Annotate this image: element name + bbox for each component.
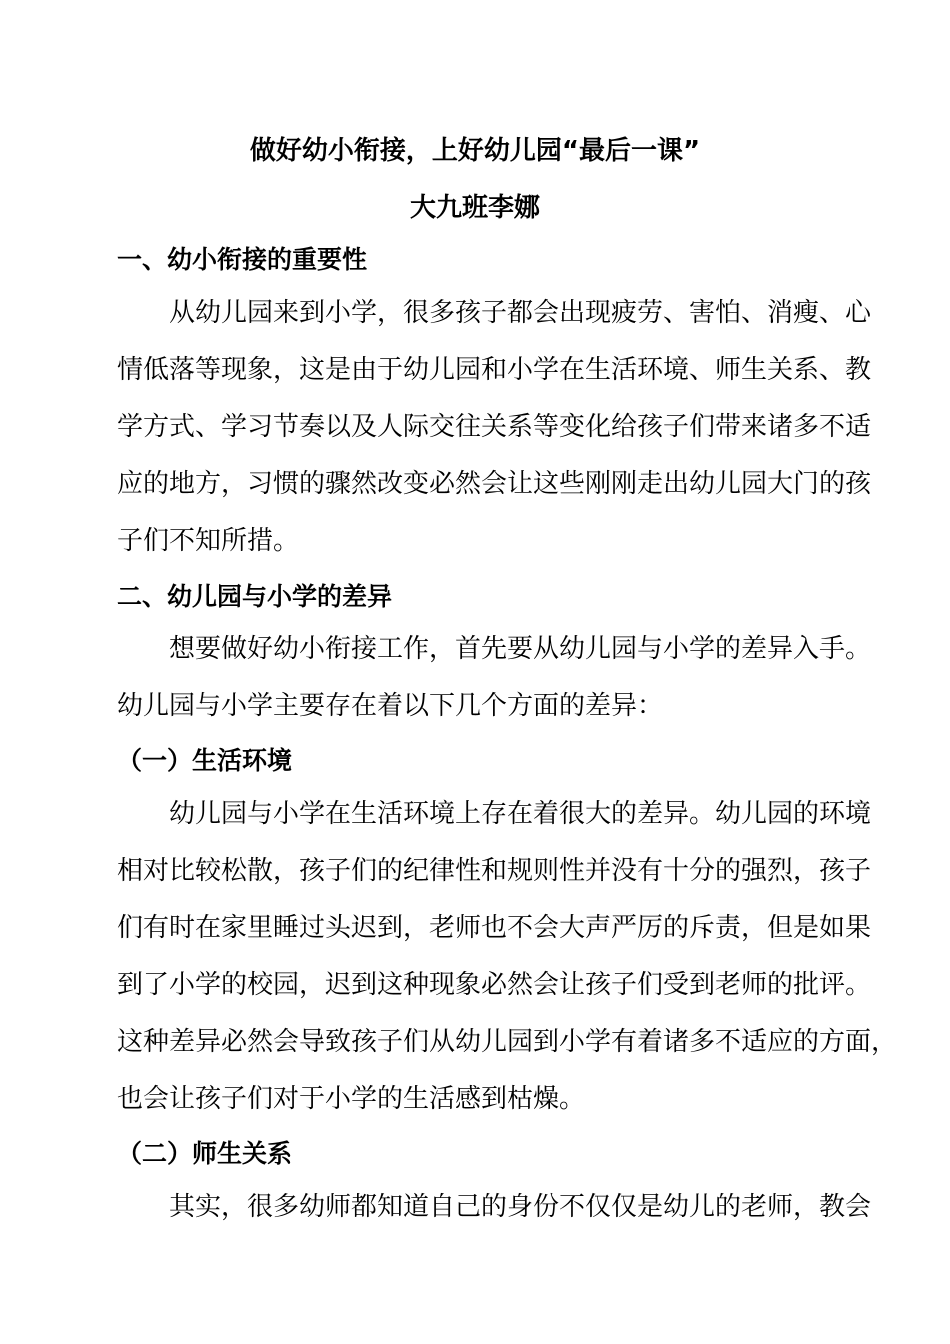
paragraph-line: 也会让孩子们对于小学的生活感到枯燥。 [117,1084,586,1114]
paragraph-line: 其实，很多幼师都知道自己的身份不仅仅是幼儿的老师，教会 [169,1192,872,1222]
paragraph-line: 这种差异必然会导致孩子们从幼儿园到小学有着诸多不适应的方面， [117,1027,898,1057]
paragraph-line: 想要做好幼小衔接工作，首先要从幼儿园与小学的差异入手。 [169,634,872,664]
paragraph-line: 相对比较松散，孩子们的纪律性和规则性并没有十分的强烈，孩子 [117,856,872,886]
paragraph-line: 从幼儿园来到小学，很多孩子都会出现疲劳、害怕、消瘦、心 [169,298,872,328]
document-title: 做好幼小衔接，上好幼儿园“最后一课” [249,136,701,166]
section-paragraph-2 [117,621,872,735]
paragraph-line: 幼儿园与小学在生活环境上存在着很大的差异。幼儿园的环境 [169,799,872,829]
paragraph-line: 子们不知所措。 [117,526,300,556]
paragraph-line: 幼儿园与小学主要存在着以下几个方面的差异： [117,691,664,721]
paragraph-line: 情低落等现象，这是由于幼儿园和小学在生活环境、师生关系、教 [117,355,872,385]
section-paragraph-1 [117,285,872,570]
subsection-paragraph-1 [117,786,898,1128]
paragraph-line: 学方式、学习节奏以及人际交往关系等变化给孩子们带来诸多不适 [117,412,872,442]
paragraph-line: 们有时在家里睡过头迟到，老师也不会大声严厉的斥责，但是如果 [117,913,872,943]
paragraph-line: 到了小学的校园，迟到这种现象必然会让孩子们受到老师的批评。 [117,970,872,1000]
section-heading-1: 一、幼小衔接的重要性 [117,245,368,274]
section-heading-2: 二、幼儿园与小学的差异 [117,582,393,611]
subsection-heading-1: （一）生活环境 [117,746,293,775]
author-line: 大九班李娜 [409,193,540,223]
paragraph-line: 应的地方，习惯的骤然改变必然会让这些刚刚走出幼儿园大门的孩 [117,469,872,499]
subsection-paragraph-2 [117,1179,872,1236]
subsection-heading-2: （二）师生关系 [117,1139,293,1168]
